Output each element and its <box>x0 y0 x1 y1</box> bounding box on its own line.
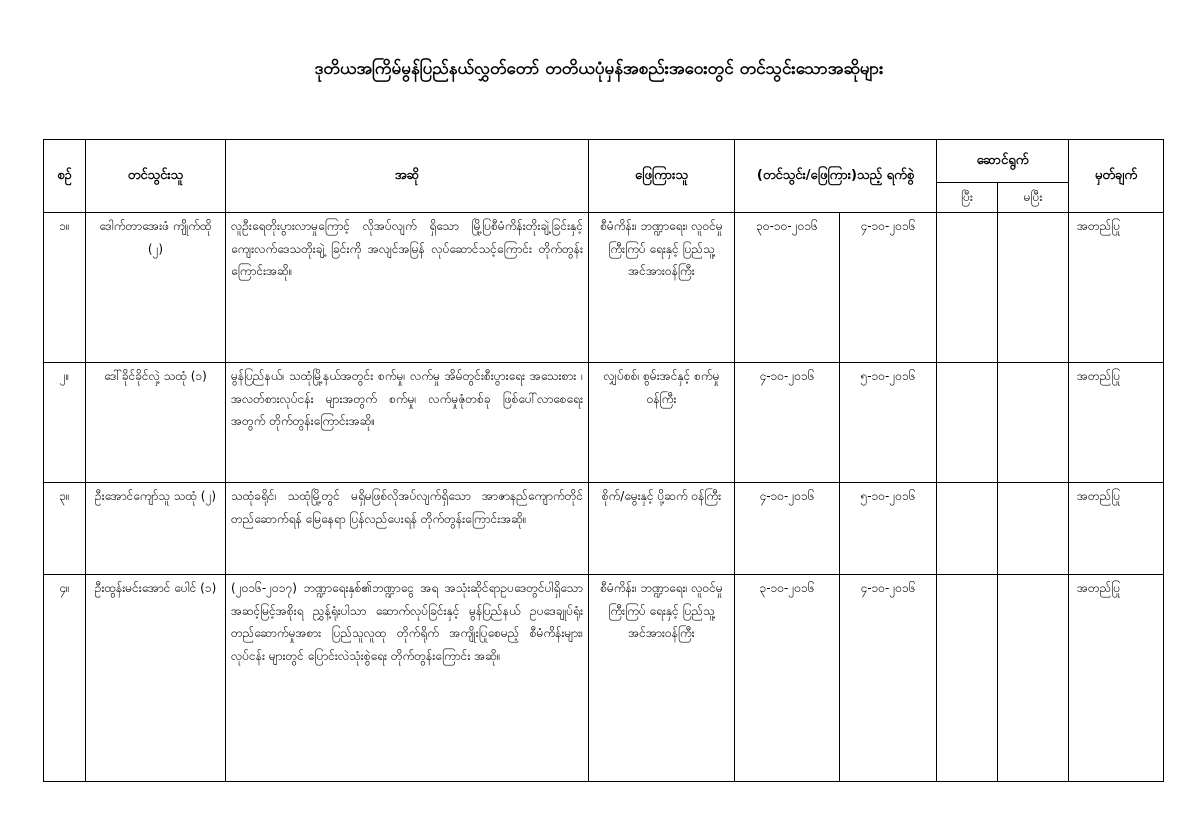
row-number: ၃။ <box>44 483 86 575</box>
not-done-cell <box>998 363 1069 483</box>
header-action: ဆောင်ရွက် <box>937 140 1069 183</box>
header-proposal: အဆို <box>226 140 589 213</box>
submit-date-cell: ၄-၁၀-၂၀၁၆ <box>735 363 840 483</box>
row-number: ၁။ <box>44 213 86 363</box>
remark-cell: အတည်ပြု <box>1069 483 1164 575</box>
proposal-cell: (၂၀၁၆-၂၀၁၇) ဘဏ္ဍာရေးနှစ်၏ဘဏ္ဍာငွေ အရ အသုံးဆိုင်ရာဥပဒေတွင်ပါရှိသော အဆင့်မြင့်အစိုးရ ညွှန့်ရုံးပါသာ ဆောက်လုပ်ခြင်းနှင့် မွန်ပြည်နယ် ဥပဒေချုပ်ရုံး တည်ဆောက်မှုအစား ပြည်သူလူထု တိုက်ရိုက် အကျိုးပြုစေမည့် စီမံကိန်းများ၊ လုပ်ငန်း များတွင် ပြောင်းလဲသုံးစွဲရေး တိုက်တွန်းကြောင်း အဆို။ <box>226 575 589 782</box>
header-date: (တင်သွင်း/ဖြေကြား)သည့် ရက်စွဲ <box>735 140 937 213</box>
proposal-cell: သထုံခရိုင်၊ သထုံမြို့တွင် မရှိမဖြစ်လိုအပ်လျက်ရှိသော အာဇာနည်ကျောက်တိုင် တည်ဆောက်ရန် မြေနေရာ ပြန်လည်ပေးရန် တိုက်တွန်းကြောင်းအဆို။ <box>226 483 589 575</box>
header-not-done: မပြီး <box>998 183 1069 213</box>
table-row <box>44 483 1164 575</box>
header-respondent: ဖြေကြားသူ <box>589 140 735 213</box>
proposal-cell: လူဦးရေတိုးပွားလာမှုကြောင့် လိုအပ်လျက် ရှိသော မြို့ပြစီမံကိန်းတိုးချဲ့ခြင်းနှင့် ကျေးလက်ဒေသတိုးချဲ့ ခြင်းကို အလျင်အမြန် လုပ်ဆောင်သင့်ကြောင်း တိုက်တွန်းကြောင်းအဆို။ <box>226 213 589 363</box>
not-done-cell <box>998 483 1069 575</box>
remark-cell: အတည်ပြု <box>1069 213 1164 363</box>
table-row <box>44 575 1164 782</box>
done-cell <box>937 213 998 363</box>
header-no: စဉ် <box>44 140 86 213</box>
done-cell <box>937 575 998 782</box>
answer-date-cell: ၅-၁၀-၂၀၁၆ <box>840 363 937 483</box>
answer-date-cell: ၅-၁၀-၂၀၁၆ <box>840 483 937 575</box>
submitter-cell: ဒေါက်တာအေးဖံ ကျိုက်ထို (၂) <box>86 213 226 363</box>
done-cell <box>937 483 998 575</box>
answer-date-cell: ၄-၁၀-၂၀၁၆ <box>840 213 937 363</box>
respondent-cell: စီမံကိန်း၊ ဘဏ္ဍာရေး၊ လူဝင်မှုကြီးကြပ် ရေးနှင့် ပြည်သူ့ အင်အားဝန်ကြီး <box>589 213 735 363</box>
remark-cell: အတည်ပြု <box>1069 363 1164 483</box>
header-submitter: တင်သွင်းသူ <box>86 140 226 213</box>
done-cell <box>937 363 998 483</box>
proposals-table <box>43 139 1164 782</box>
table-row <box>44 363 1164 483</box>
submitter-cell: ဦးအောင်ကျော်သူ သထုံ (၂) <box>86 483 226 575</box>
not-done-cell <box>998 575 1069 782</box>
header-done: ပြီး <box>937 183 998 213</box>
submitter-cell: ဒေါ်ခိုင်ခိုင်လှဲ့ သထုံ (၁) <box>86 363 226 483</box>
row-number: ၂။ <box>44 363 86 483</box>
respondent-cell: စိုက်/မွေးနှင့် ပို့ဆက် ဝန်ကြီး <box>589 483 735 575</box>
submit-date-cell: ၄-၁၀-၂၀၁၆ <box>735 483 840 575</box>
submit-date-cell: ၃၀-၁၀-၂၀၁၆ <box>735 213 840 363</box>
remark-cell: အတည်ပြု <box>1069 575 1164 782</box>
header-remark: မှတ်ချက် <box>1069 140 1164 213</box>
page-title: ဒုတိယအကြိမ်မွန်ပြည်နယ်လွှတ်တော် တတိယပုံမှန်အစည်းအဝေးတွင် တင်သွင်းသောအဆိုများ <box>314 59 884 79</box>
respondent-cell: စီမံကိန်း၊ ဘဏ္ဍာရေး၊ လူဝင်မှုကြီးကြပ် ရေးနှင့် ပြည်သူ့ အင်အားဝန်ကြီး <box>589 575 735 782</box>
respondent-cell: လျှပ်စစ်၊ စွမ်းအင်နှင့် စက်မှုဝန်ကြီး <box>589 363 735 483</box>
row-number: ၄။ <box>44 575 86 782</box>
submitter-cell: ဦးထွန်းမင်းအောင် ပေါင် (၁) <box>86 575 226 782</box>
proposal-cell: မွန်ပြည်နယ်၊ သထုံမြို့နယ်အတွင်း စက်မှု၊ လက်မှု အိမ်တွင်းစီးပွားရေး အသေးစား ၊ အလတ်စားလုပ်ငန်း များအတွက် စက်မှု၊ လက်မှုဇုံတစ်ခု ဖြစ်ပေါ်လာစေရေး အတွက် တိုက်တွန်းကြောင်းအဆို။ <box>226 363 589 483</box>
not-done-cell <box>998 213 1069 363</box>
submit-date-cell: ၃-၁၀-၂၀၁၆ <box>735 575 840 782</box>
table-row <box>44 213 1164 363</box>
answer-date-cell: ၄-၁၀-၂၀၁၆ <box>840 575 937 782</box>
